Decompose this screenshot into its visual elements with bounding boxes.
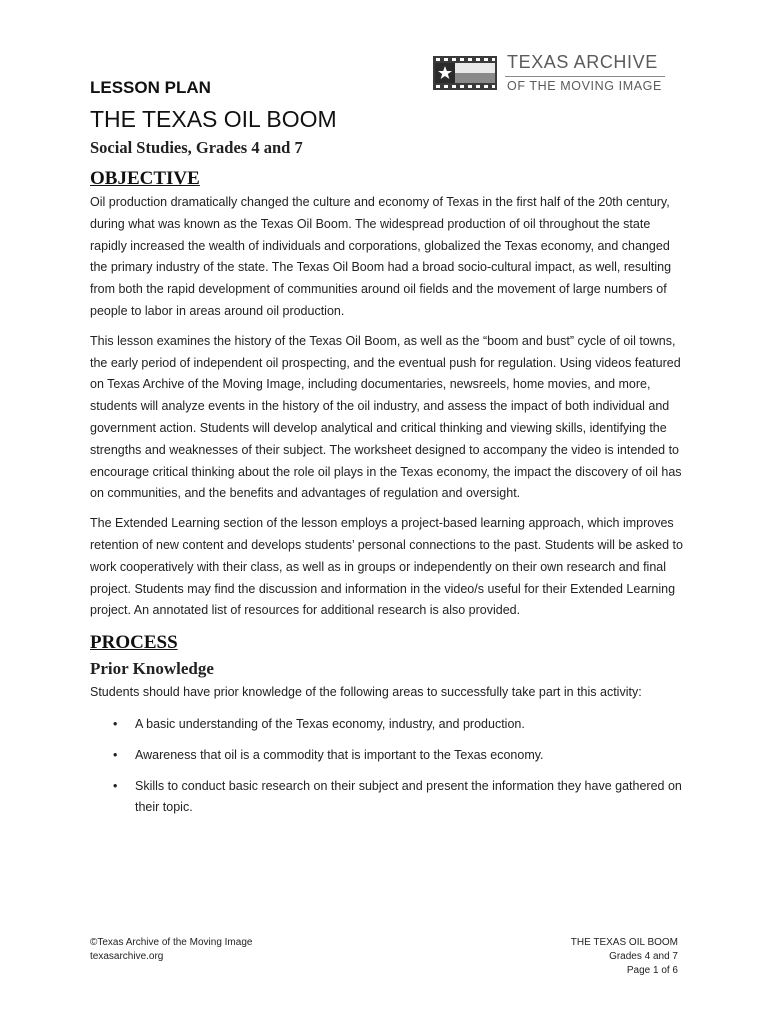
objective-paragraph: The Extended Learning section of the lesson employs a project-based learning approach, which improves retention of new content and develops students’ personal connections to the past. Students will be asked to work cooperatively with their class, as well as in groups or independently on their own research and final project. Students may find the discussion and information in the video/s useful for their Extended Learning project. An annotated list of resources for additional research is also provided.	[90, 516, 683, 618]
bullet-icon: •	[113, 716, 118, 731]
page-subtitle: Social Studies, Grades 4 and 7	[90, 138, 303, 157]
list-item-text: Awareness that oil is a commodity that is important to the Texas economy.	[135, 747, 544, 762]
objective-paragraph: This lesson examines the history of the Texas Oil Boom, as well as the “boom and bust” cycle of oil towns, the early period of independent oil prospecting, and the eventual push for regulation. Using videos featured on Texas Archive of the Moving Image, including documentaries, newsreels, home movies, and more, students will analyze events in the history of the oil industry, and assess the impact of both individual and government action. Students will develop analytical and critical thinking and viewing skills, identifying the strengths and weaknesses of their subject. The worksheet designed to accompany the video is intended to encourage critical thinking about the role oil plays in the Texas economy, the impact the discovery of oil has on communities, and the benefits and advantages of regulation and oversight.	[90, 333, 682, 501]
bullet-icon: •	[113, 778, 118, 793]
footer-doc-title: THE TEXAS OIL BOOM	[570, 937, 678, 948]
document-type-label: LESSON PLAN	[90, 78, 211, 97]
document-body	[90, 77, 690, 828]
footer-copyright: ©Texas Archive of the Moving Image	[90, 937, 253, 948]
bullet-icon: •	[113, 747, 118, 762]
footer-right	[571, 936, 678, 978]
footer-grades: Grades 4 and 7	[609, 951, 678, 962]
footer-site-link[interactable]: texasarchive.org	[90, 951, 164, 962]
prior-knowledge-heading: Prior Knowledge	[90, 659, 214, 679]
prior-knowledge-list	[90, 714, 690, 819]
objective-heading: OBJECTIVE	[90, 168, 200, 189]
logo-title: TEXAS ARCHIVE	[507, 52, 658, 72]
prior-knowledge-intro: Students should have prior knowledge of the following areas to successfully take part in this activity:	[90, 685, 642, 700]
footer-left	[90, 936, 252, 964]
objective-paragraph: Oil production dramatically changed the culture and economy of Texas in the first half of the 20th century, during what was known as the Texas Oil Boom. The widespread production of oil throughout the state rapidly increased the wealth of individuals and corporations, globalized the Texas economy, and changed the primary industry of the state. The Texas Oil Boom had a broad socio-cultural impact, as well, resulting from both the rapid development of communities around oil fields and the movement of large numbers of people to labor in areas around oil production.	[90, 195, 672, 318]
list-item-text: A basic understanding of the Texas economy, industry, and production.	[135, 716, 525, 731]
list-item	[90, 745, 690, 767]
footer-page-number: Page 1 of 6	[626, 965, 678, 976]
list-item	[90, 776, 690, 820]
logo-subtitle: OF THE MOVING IMAGE	[507, 79, 662, 93]
list-item-text: Skills to conduct basic research on their subject and present the information they have gathered on their topic.	[135, 778, 682, 815]
process-heading: PROCESS	[90, 632, 178, 654]
page-title: THE TEXAS OIL BOOM	[90, 106, 337, 132]
list-item	[90, 714, 690, 736]
